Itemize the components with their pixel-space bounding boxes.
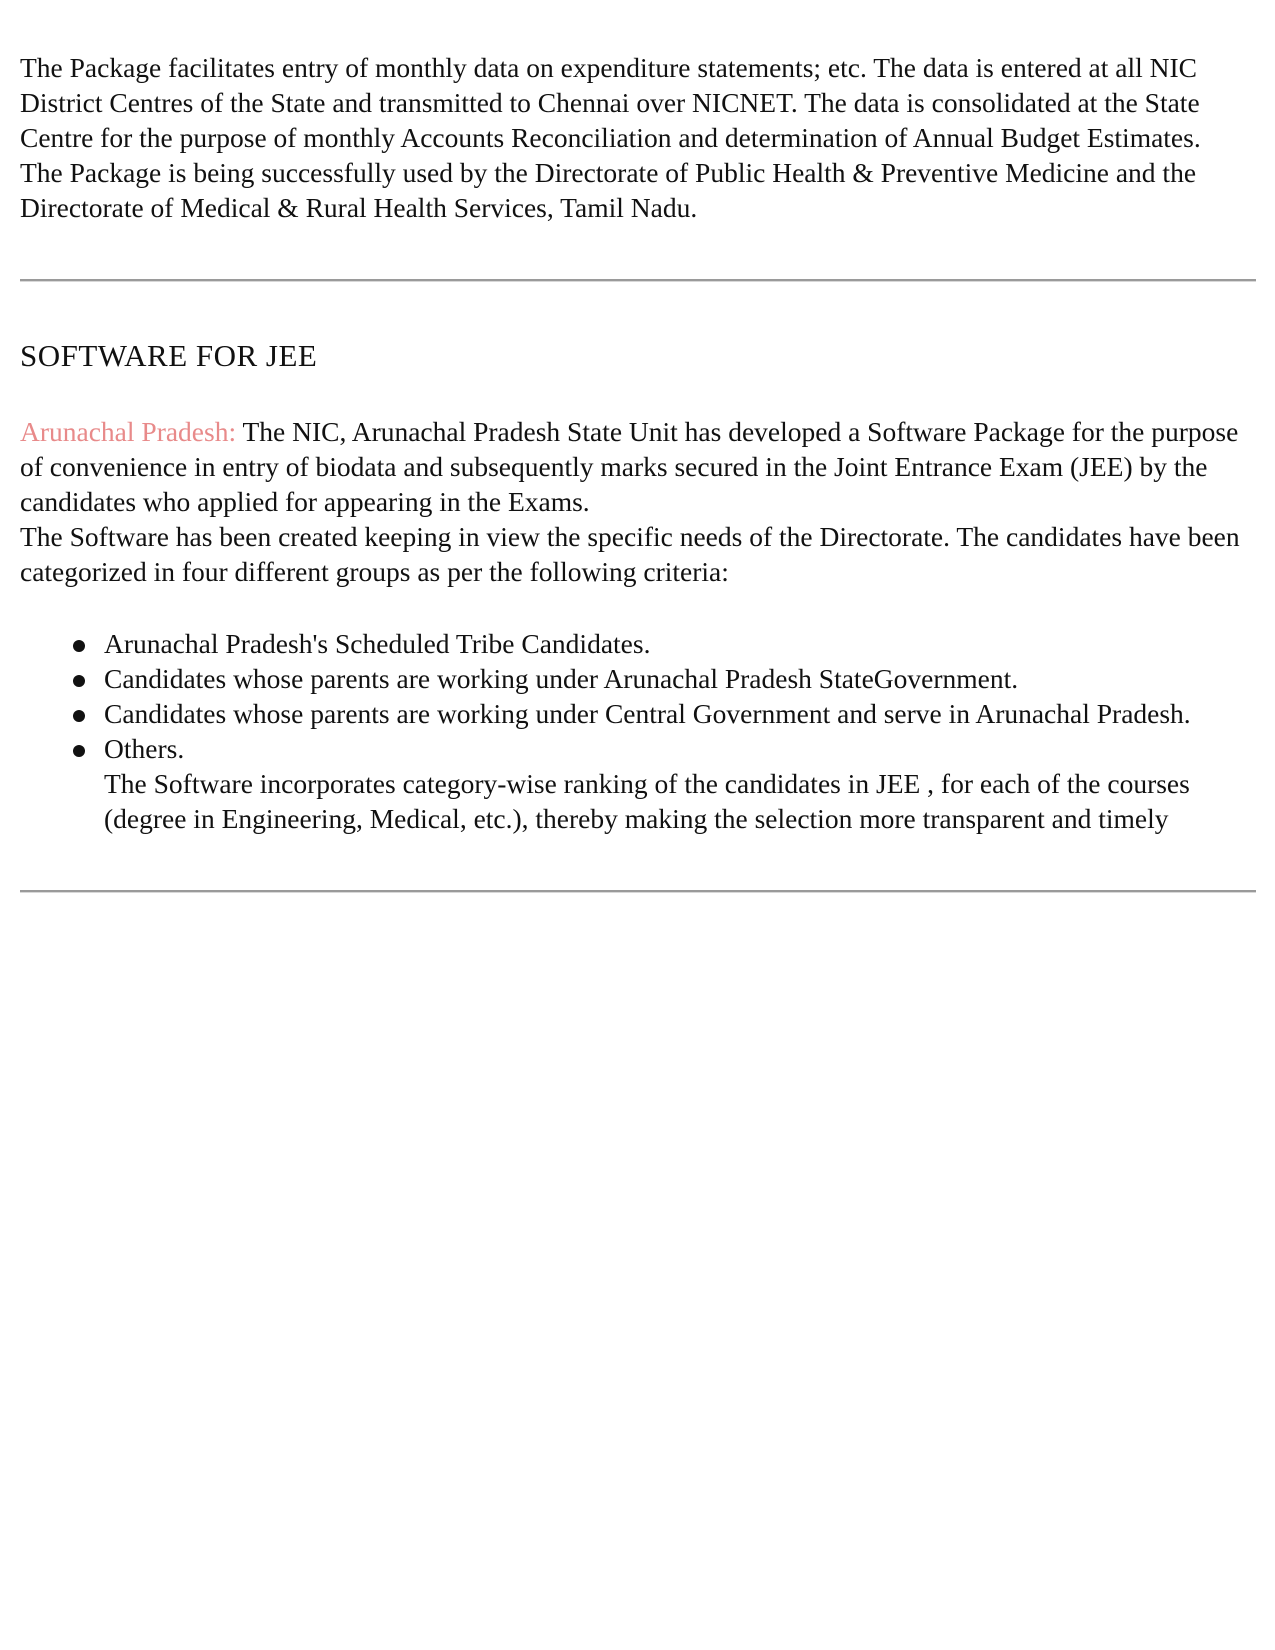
section-title: SOFTWARE FOR JEE <box>20 338 318 373</box>
section-paragraph-1-text: The NIC, Arunachal Pradesh State Unit has developed a Software Package for the purpose of convenience in entry of biodata and subsequently marks secured in the Joint Entrance Exam (JEE) by the candidates who applied for appearing in the Exams. <box>20 416 1239 517</box>
list-item-text: Arunachal Pradesh's Scheduled Tribe Candidates. <box>104 628 651 659</box>
bullet-icon <box>73 675 85 687</box>
list-item <box>104 661 1260 696</box>
document-page <box>20 50 1260 893</box>
horizontal-divider <box>20 279 1256 282</box>
state-label: Arunachal Pradesh: <box>20 416 237 447</box>
list-item-text: Candidates whose parents are working under Arunachal Pradesh StateGovernment. <box>104 663 1019 694</box>
list-item <box>104 626 1260 661</box>
list-item-text: Candidates whose parents are working under Central Government and serve in Arunachal Pradesh. <box>104 698 1191 729</box>
horizontal-divider <box>20 890 1256 893</box>
closing-text: The Software incorporates category-wise ranking of the candidates in JEE , for each of the courses (degree in Engineering, Medical, etc.), thereby making the selection more transparent and timely <box>104 768 1190 834</box>
list-item <box>104 696 1260 731</box>
bullet-icon <box>73 640 85 652</box>
intro-paragraph-2: The Package is being successfully used by the Directorate of Public Health & Preventive Medicine and the Directorate of Medical & Rural Health Services, Tamil Nadu. <box>20 157 1197 223</box>
list-item-text: Others. <box>104 733 185 764</box>
bullet-icon <box>73 710 85 722</box>
list-item <box>104 731 1260 836</box>
section-paragraph-1 <box>20 414 1260 519</box>
section-paragraph-2: The Software has been created keeping in view the specific needs of the Directorate. The candidates have been categorized in four different groups as per the following criteria: <box>20 521 1240 587</box>
criteria-list <box>20 626 1260 836</box>
bullet-icon <box>73 745 85 757</box>
intro-paragraph-1: The Package facilitates entry of monthly data on expenditure statements; etc. The data is entered at all NIC District Centres of the State and transmitted to Chennai over NICNET. The data is consolidated at the State Centre for the purpose of monthly Accounts Reconciliation and determination of Annual Budget Estimates. <box>20 52 1201 153</box>
